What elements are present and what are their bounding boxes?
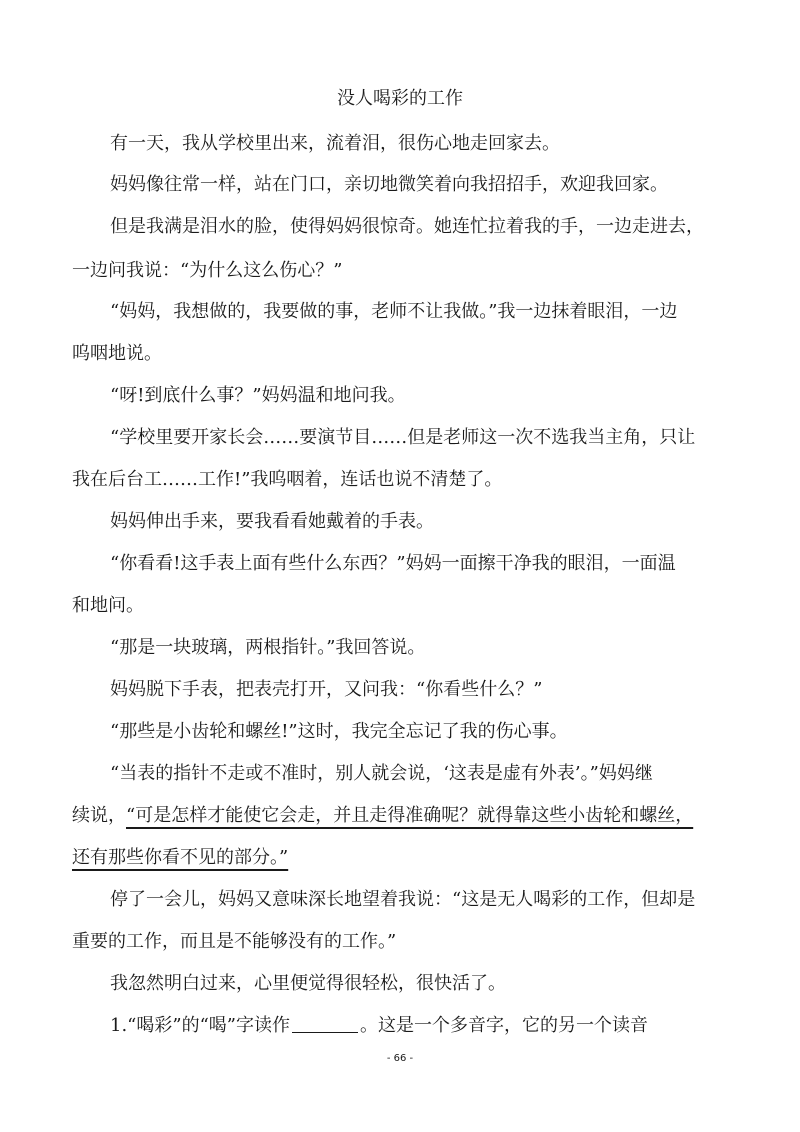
paragraph-line: 呜咽地说。 [72,343,162,364]
paragraph-line: 我在后台工……工作!”我呜咽着，连话也说不清楚了。 [72,469,503,490]
underlined-text: “可是怎样才能使它会走，并且走得准确呢？就得靠这些小齿轮和螺丝， [126,805,694,826]
paragraph-line: “那些是小齿轮和螺丝!”这时，我完全忘记了我的伤心事。 [110,721,568,742]
page-number: - 66 - [386,1053,414,1064]
article-title: 没人喝彩的工作 [337,88,463,109]
paragraph-line: 和地问。 [72,595,144,616]
underlined-text: 还有那些你看不见的部分。” [72,847,289,868]
paragraph-line: 妈妈伸出手来，要我看看她戴着的手表。 [110,511,434,532]
paragraph-line: “你看看!这手表上面有些什么东西？”妈妈一面擦干净我的眼泪，一面温 [110,553,676,574]
paragraph-line: 一边问我说：“为什么这么伤心？” [72,260,343,281]
paragraph-line: 重要的工作，而且是不能够没有的工作。” [72,931,397,952]
paragraph-line: 有一天，我从学校里出来，流着泪，很伤心地走回家去。 [110,133,560,154]
paragraph-line: “那是一块玻璃，两根指针。”我回答说。 [110,637,426,658]
paragraph-line: 但是我满是泪水的脸，使得妈妈很惊奇。她连忙拉着我的手，一边走进去， [110,216,704,237]
question-text: 。这是一个多音字，它的另一个读音 [359,1015,648,1036]
answer-blank[interactable] [292,1014,358,1033]
paragraph-line: “当表的指针不走或不准时，别人就会说，‘这表是虚有外表’。”妈妈继 [110,763,653,784]
paragraph-line: “学校里要开家长会……要演节目……但是老师这一次不选我当主角，只让 [110,427,696,448]
plain-text: 续说， [72,805,126,826]
paragraph-line: “呀!到底什么事？”妈妈温和地问我。 [110,385,406,406]
paragraph-line [72,803,693,829]
paragraph-line: 妈妈脱下手表，把表壳打开，又问我：“你看些什么？” [110,679,543,700]
paragraph-line: 我忽然明白过来，心里便觉得很轻松，很快活了。 [110,973,506,994]
paragraph-line: “妈妈，我想做的，我要做的事，老师不让我做。”我一边抹着眼泪，一边 [110,301,678,322]
paragraph-line: 妈妈像往常一样，站在门口，亲切地微笑着向我招招手，欢迎我回家。 [110,174,668,195]
paragraph-line [72,845,288,871]
question-1 [110,1013,648,1039]
paragraph-line: 停了一会儿，妈妈又意味深长地望着我说：“这是无人喝彩的工作，但却是 [110,889,696,910]
question-text: 1.“喝彩”的“喝”字读作 [110,1015,290,1036]
